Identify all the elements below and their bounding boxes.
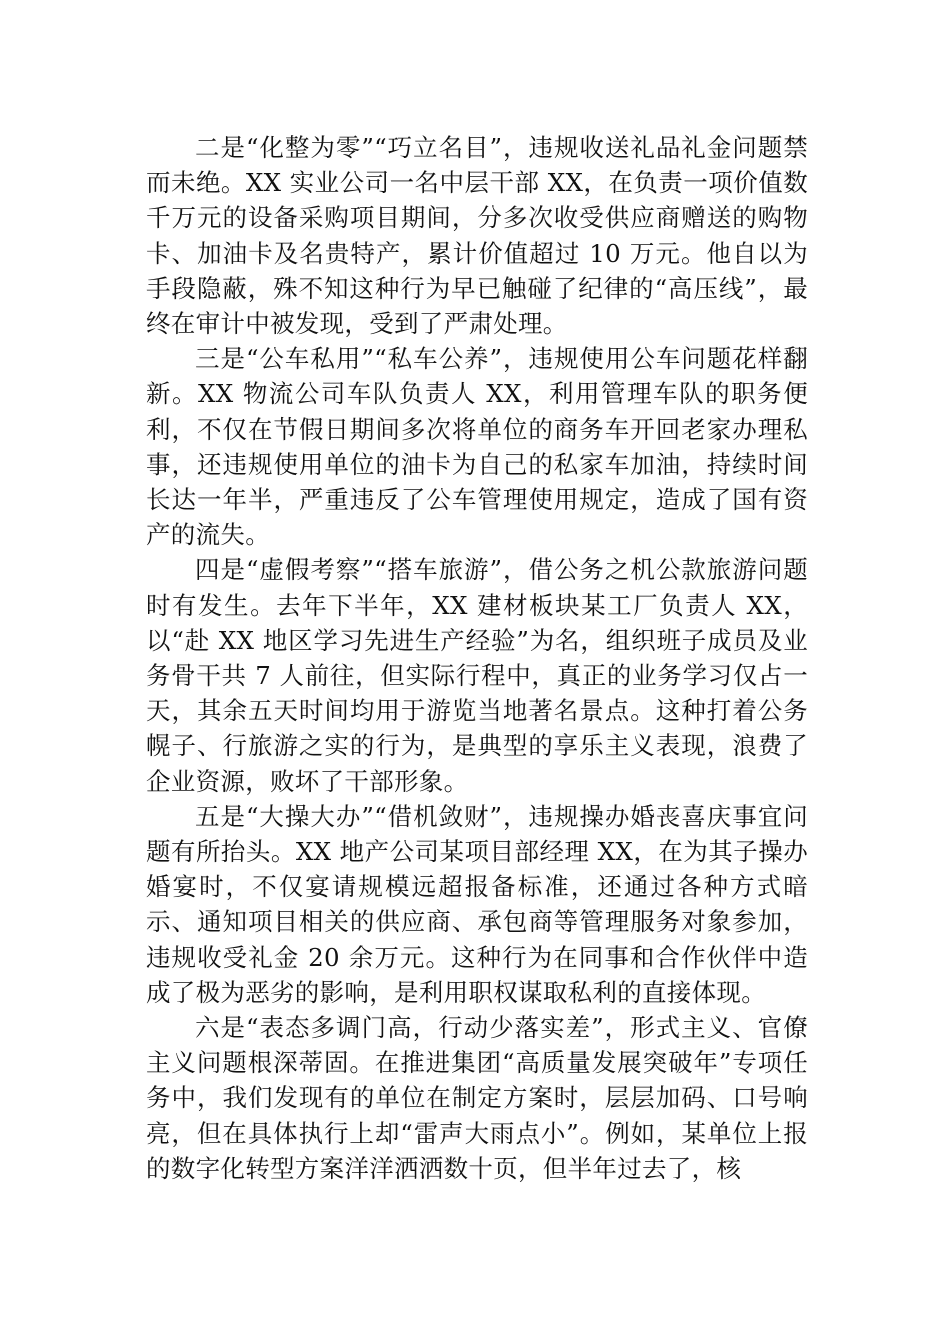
paragraph-official-cars: 三是“公车私用”“私车公养”，违规使用公车问题花样翻新。XX 物流公司车队负责人 XX，利用管理车队的职务便利，不仅在节假日期间多次将单位的商务车开回老家办理私事，还违规使用单位的油卡为自己的私家车加油，持续时间长达一年半，严重违反了公车管理使用规定，造成了国有资产的流失。 (146, 344, 808, 550)
paragraph-gifts: 二是“化整为零”“巧立名目”，违规收送礼品礼金问题禁而未绝。XX 实业公司一名中层干部 XX，在负责一项价值数千万元的设备采购项目期间，分多次收受供应商赠送的购物卡、加油卡及名贵特产，累计价值超过 10 万元。他自以为手段隐蔽，殊不知这种行为早已触碰了纪律的“高压线”，最终在审计中被发现，受到了严肃处理。 (146, 133, 808, 339)
paragraph-formalism-bureaucracy: 六是“表态多调门高，行动少落实差”，形式主义、官僚主义问题根深蒂固。在推进集团“高质量发展突破年”专项任务中，我们发现有的单位在制定方案时，层层加码、口号响亮，但在具体执行上却“雷声大雨点小”。例如，某单位上报的数字化转型方案洋洋洒洒数十页，但半年过去了，核 (146, 1013, 808, 1183)
document-body (146, 130, 808, 1186)
paragraph-fake-inspection-travel: 四是“虚假考察”“搭车旅游”，借公务之机公款旅游问题时有发生。去年下半年，XX 建材板块某工厂负责人 XX，以“赴 XX 地区学习先进生产经验”为名，组织班子成员及业务骨干共 7 人前往，但实际行程中，真正的业务学习仅占一天，其余五天时间均用于游览当地著名景点。这种打着公务幌子、行旅游之实的行为，是典型的享乐主义表现，浪费了企业资源，败坏了干部形象。 (146, 555, 808, 796)
paragraph-extravagant-events: 五是“大操大办”“借机敛财”，违规操办婚丧喜庆事宜问题有所抬头。XX 地产公司某项目部经理 XX，在为其子操办婚宴时，不仅宴请规模远超报备标准，还通过各种方式暗示、通知项目相关的供应商、承包商等管理服务对象参加，违规收受礼金 20 余万元。这种行为在同事和合作伙伴中造成了极为恶劣的影响，是利用职权谋取私利的直接体现。 (146, 801, 808, 1007)
